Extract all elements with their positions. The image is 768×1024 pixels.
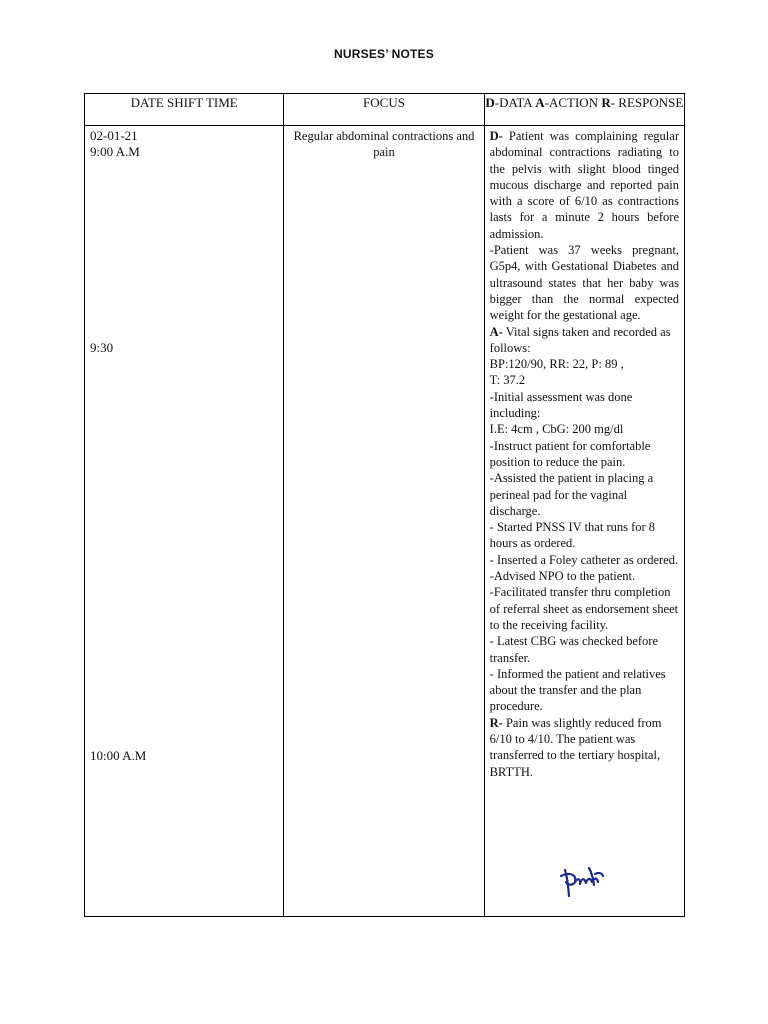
action-label: A- bbox=[489, 324, 503, 339]
response-text: Pain was slightly reduced from 6/10 to 4/10. The patient was transferred to the tertiary hospital, BRTTH. bbox=[489, 715, 662, 779]
entry-time-0900: 9:00 A.M bbox=[90, 144, 140, 159]
date-shift-time-cell bbox=[85, 126, 284, 917]
header-r-rest: - RESPONSE bbox=[610, 95, 684, 110]
table-header-row bbox=[85, 94, 685, 126]
focus-cell bbox=[284, 126, 484, 917]
header-a-letter: A bbox=[535, 95, 545, 110]
dar-content bbox=[485, 126, 684, 916]
header-focus bbox=[284, 94, 484, 126]
header-d-rest: -DATA bbox=[494, 95, 536, 110]
focus-text: Regular abdominal contractions and pain bbox=[293, 129, 475, 160]
action-text: Vital signs taken and recorded as follows: bbox=[489, 324, 671, 355]
date-shift-time-content bbox=[85, 126, 283, 916]
action-item: -Facilitated transfer thru completion of referral sheet as endorsement sheet to the receiving facility. bbox=[489, 585, 679, 632]
action-item: - Inserted a Foley catheter as ordered. bbox=[489, 552, 679, 567]
header-dar bbox=[484, 94, 684, 126]
focus-content bbox=[284, 126, 483, 916]
table-row bbox=[85, 126, 685, 917]
vitals-line-1: BP:120/90, RR: 22, P: 89 , bbox=[489, 357, 624, 372]
entry-date: 02-01-21 bbox=[90, 128, 138, 143]
data-paragraph bbox=[490, 126, 679, 242]
header-date-shift-time bbox=[85, 94, 284, 126]
data-label: D- bbox=[489, 129, 503, 143]
action-item: - Informed the patient and relatives about the transfer and the plan procedure. bbox=[489, 666, 666, 714]
data-paragraph-2: -Patient was 37 weeks pregnant, G5p4, with Gestational Diabetes and ultrasound states that her baby was bigger than the normal expected weight for the gestational age. bbox=[489, 243, 679, 323]
action-item: -Advised NPO to the patient. bbox=[489, 569, 636, 584]
action-paragraph bbox=[490, 324, 679, 357]
header-a-rest: -ACTION bbox=[544, 95, 602, 110]
signature-image bbox=[559, 864, 605, 898]
document-title: NURSES’ NOTES bbox=[334, 47, 434, 61]
response-paragraph bbox=[490, 715, 679, 780]
action-item: -Instruct patient for comfortable position to reduce the pain. bbox=[489, 438, 651, 469]
header-d-letter: D bbox=[485, 95, 495, 110]
entry-time-0930: 9:30 bbox=[90, 340, 114, 355]
action-item: - Latest CBG was checked before transfer. bbox=[489, 634, 658, 665]
dar-cell bbox=[484, 126, 684, 917]
entry-time-1000: 10:00 A.M bbox=[90, 748, 147, 763]
vitals-line-2: T: 37.2 bbox=[489, 373, 526, 388]
header-date-shift-time-label: DATE SHIFT TIME bbox=[130, 95, 238, 110]
action-item: -Assisted the patient in placing a perineal pad for the vaginal discharge. bbox=[489, 471, 654, 518]
nurses-notes-table bbox=[84, 93, 685, 917]
header-r-letter: R bbox=[601, 95, 611, 110]
action-item: I.E: 4cm , CbG: 200 mg/dl bbox=[489, 422, 624, 437]
data-text: Patient was complaining regular abdominal contractions radiating to the pelvis with slight blood tinged mucous discharge and reported pain with a score of 6/10 as contractions lasts for a minute 2 hours before admission. bbox=[489, 129, 679, 241]
header-dar-label bbox=[485, 94, 684, 110]
header-focus-label: FOCUS bbox=[363, 95, 405, 110]
action-item: -Initial assessment was done including: bbox=[489, 389, 633, 421]
action-item: - Started PNSS IV that runs for 8 hours as ordered. bbox=[489, 520, 656, 551]
response-label: R- bbox=[489, 715, 503, 730]
